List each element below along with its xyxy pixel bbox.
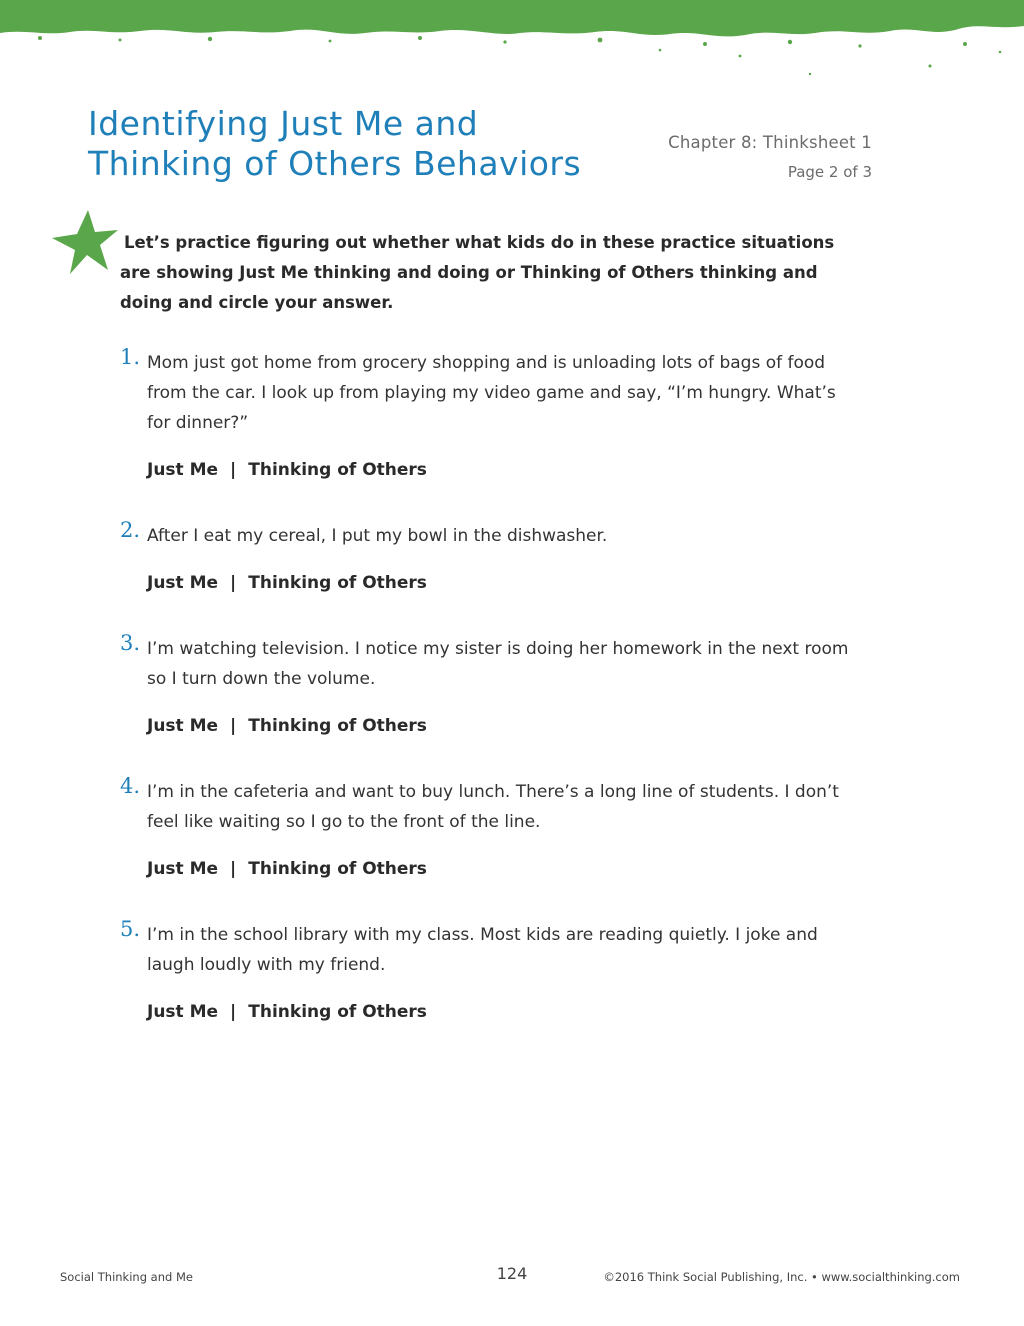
choice-just-me[interactable]: Just Me: [147, 460, 219, 480]
choice-just-me[interactable]: Just Me: [147, 573, 219, 593]
choice-thinking-of-others[interactable]: Thinking of Others: [248, 460, 427, 480]
green-paint-band: [0, 0, 1024, 90]
footer-copyright: ©2016 Think Social Publishing, Inc. • www.socialthinking.com: [603, 1270, 960, 1284]
question-item: [120, 631, 860, 736]
choice-just-me[interactable]: Just Me: [147, 1002, 219, 1022]
answer-choices: [147, 859, 860, 879]
answer-choices: [147, 573, 860, 593]
instructions: Let’s practice figuring out whether what kids do in these practice situations are showing Just Me thinking and doing or Thinking of Others thinking and doing and circle your answer.: [120, 233, 835, 312]
choice-separator: |: [230, 1002, 237, 1022]
choice-thinking-of-others[interactable]: Thinking of Others: [248, 573, 427, 593]
choice-separator: |: [230, 573, 237, 593]
page-indicator: Page 2 of 3: [787, 163, 872, 181]
choice-thinking-of-others[interactable]: Thinking of Others: [248, 859, 427, 879]
chapter-label: Chapter 8: Thinksheet 1: [668, 133, 872, 152]
choice-just-me[interactable]: Just Me: [147, 716, 219, 736]
choice-separator: |: [230, 859, 237, 879]
question-text: I’m watching television. I notice my sister is doing her homework in the next room so I turn down the volume.: [147, 639, 849, 689]
question-text: After I eat my cereal, I put my bowl in the dishwasher.: [147, 526, 608, 546]
choice-separator: |: [230, 716, 237, 736]
question-text: Mom just got home from grocery shopping and is unloading lots of bags of food from the car. I look up from playing my video game and say, “I’m hungry. What’s for dinner?”: [147, 353, 836, 433]
choice-just-me[interactable]: Just Me: [147, 859, 219, 879]
question-number: 5.: [120, 917, 141, 941]
footer-page-number: 124: [496, 1264, 528, 1283]
question-text: I’m in the cafeteria and want to buy lunch. There’s a long line of students. I don’t feel like waiting so I go to the front of the line.: [147, 782, 839, 832]
choice-separator: |: [230, 460, 237, 480]
question-number: 4.: [120, 774, 141, 798]
question-number: 3.: [120, 631, 141, 655]
question-item: [120, 917, 860, 1022]
question-item: [120, 518, 860, 593]
choice-thinking-of-others[interactable]: Thinking of Others: [248, 716, 427, 736]
choice-thinking-of-others[interactable]: Thinking of Others: [248, 1002, 427, 1022]
answer-choices: [147, 460, 860, 480]
page-title: Identifying Just Me and Thinking of Others Behaviors: [88, 104, 582, 183]
question-item: [120, 774, 860, 879]
footer-book-title: Social Thinking and Me: [60, 1270, 193, 1284]
answer-choices: [147, 716, 860, 736]
star-icon: [50, 208, 120, 276]
question-text: I’m in the school library with my class. Most kids are reading quietly. I joke and laugh loudly with my friend.: [147, 925, 818, 975]
question-number: 2.: [120, 518, 141, 542]
question-item: [120, 345, 860, 480]
question-number: 1.: [120, 345, 141, 369]
answer-choices: [147, 1002, 860, 1022]
